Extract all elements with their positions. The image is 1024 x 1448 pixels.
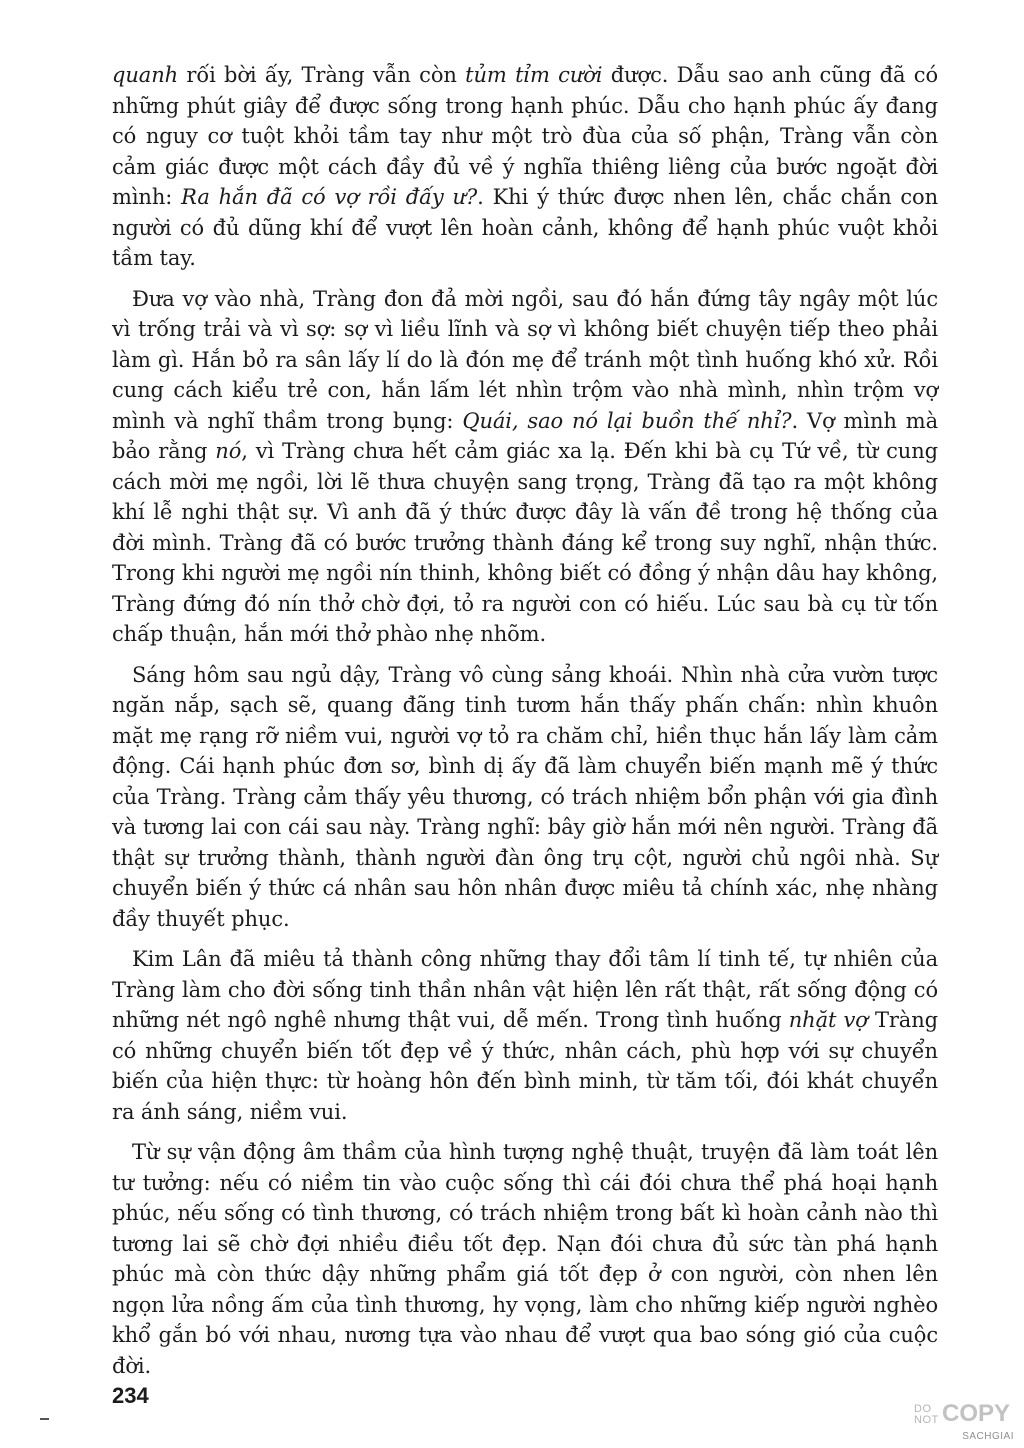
watermark-copy: COPY	[942, 1400, 1011, 1427]
italic-text-run: nhặt vợ	[788, 1008, 868, 1032]
text-run: Sáng hôm sau ngủ dậy, Tràng vô cùng sảng khoái. Nhìn nhà cửa vườn tược ngăn nắp, sạch sẽ, quang đãng tinh tươm hắn thấy phấn chấn: nhìn khuôn mặt mẹ rạng rỡ niềm vui, người vợ tỏ ra chăm chỉ, hiền thục hắn lấy làm cảm động. Cái hạnh phúc đơn sơ, bình dị ấy đã làm chuyển biến mạnh mẽ ý thức của Tràng. Tràng cảm thấy yêu thương, có trách nhiệm bổn phận với gia đình và tương lai con cái sau này. Tràng nghĩ: bây giờ hắn mới nên người. Tràng đã thật sự trưởng thành, thành người đàn ông trụ cột, người chủ ngôi nhà. Sự chuyển biến ý thức cá nhân sau hôn nhân được miêu tả chính xác, nhẹ nhàng đầy thuyết phục.	[112, 662, 938, 931]
watermark-site: SACHGIAI	[962, 1431, 1014, 1442]
paragraph-4	[112, 944, 938, 1127]
paragraph-5	[112, 1137, 938, 1381]
text-run: , vì Tràng chưa hết cảm giác xa lạ. Đến khi bà cụ Tứ về, từ cung cách mời mẹ ngồi, lời lẽ thưa chuyện sang trọng, Tràng đã tạo ra một không khí lễ nghi thật sự. Vì anh đã ý thức được đây là vấn đề trong hệ thống của đời mình. Tràng đã có bước trưởng thành đáng kể trong suy nghĩ, nhận thức. Trong khi người mẹ ngồi nín thinh, không biết có đồng ý nhận dâu hay không, Tràng đứng đó nín thở chờ đợi, tỏ ra người con có hiếu. Lúc sau bà cụ từ tốn chấp thuận, hắn mới thở phào nhẹ nhõm.	[112, 439, 938, 646]
text-run: Từ sự vận động âm thầm của hình tượng nghệ thuật, truyện đã làm toát lên tư tưởng: nếu có niềm tin vào cuộc sống thì cái đói chưa thể phá hoại hạnh phúc, nếu sống có tình thương, có trách nhiệm trong bất kì hoàn cảnh nào thì tương lai sẽ chờ đợi nhiều điều tốt đẹp. Nạn đói chưa đủ sức tàn phá hạnh phúc mà còn thức dậy những phẩm giá tốt đẹp ở con người, còn nhen lên ngọn lửa nồng ấm của tình thương, hy vọng, làm cho những kiếp người nghèo khổ gắn bó với nhau, nương tựa vào nhau để vượt qua bao sóng gió của cuộc đời.	[112, 1140, 938, 1378]
italic-text-run: Quái, sao nó lại buồn thế nhỉ?	[462, 408, 792, 433]
paragraph-1	[112, 60, 938, 274]
watermark-logo	[914, 1402, 1018, 1444]
page-number: 234	[112, 1383, 149, 1408]
paragraph-2	[112, 284, 938, 650]
page-body	[112, 60, 938, 1391]
margin-mark	[40, 1418, 49, 1420]
paragraph-3	[112, 660, 938, 935]
text-run: rối bời ấy, Tràng vẫn còn	[178, 63, 466, 87]
text-run: Kim Lân đã miêu tả thành công những thay đổi tâm lí tinh tế, tự nhiên của Tràng làm cho đời sống tinh thần nhân vật hiện lên rất thật, rất sống động có những nét ngô nghê nhưng thật vui, dễ mến. Trong tình huống	[112, 947, 938, 1032]
italic-text-run: tủm tỉm cười	[465, 63, 603, 87]
italic-text-run: nó	[215, 439, 242, 463]
text-run: . Khi ý thức được nhen lên, chắc chắn con người có đủ dũng khí để vượt lên hoàn cảnh, không để hạnh phúc vuột khỏi tầm tay.	[112, 185, 938, 270]
text-run: được. Dẫu sao anh cũng đã có những phút giây để được sống trong hạnh phúc. Dẫu cho hạnh phúc ấy đang có nguy cơ tuột khỏi tầm tay như một trò đùa của số phận, Tràng vẫn còn cảm giác được một cách đầy đủ về ý nghĩa thiêng liêng của bước ngoặt đời mình:	[112, 63, 938, 209]
text-run: . Vợ mình mà bảo rằng	[112, 408, 938, 463]
text-run: Tràng có những chuyển biến tốt đẹp về ý thức, nhân cách, phù hợp với sự chuyển biến của hiện thực: từ hoàng hôn đến bình minh, từ tăm tối, đói khát chuyển ra ánh sáng, niềm vui.	[112, 1008, 938, 1124]
italic-text-run: quanh	[112, 63, 179, 87]
watermark-do-not: DO NOT	[914, 1403, 939, 1426]
text-run: Đưa vợ vào nhà, Tràng đon đả mời ngồi, sau đó hắn đứng tây ngây một lúc vì trống trải và vì sợ: sợ vì liều lĩnh và sợ vì không biết chuyện tiếp theo phải làm gì. Hắn bỏ ra sân lấy lí do là đón mẹ để tránh một tình huống khó xử. Rồi cung cách kiểu trẻ con, hắn lấm lét nhìn trộm vào nhà mình, nhìn trộm vợ mình và nghĩ thầm trong bụng:	[112, 286, 938, 433]
italic-text-run: Ra hắn đã có vợ rồi đấy ư?	[181, 185, 478, 209]
